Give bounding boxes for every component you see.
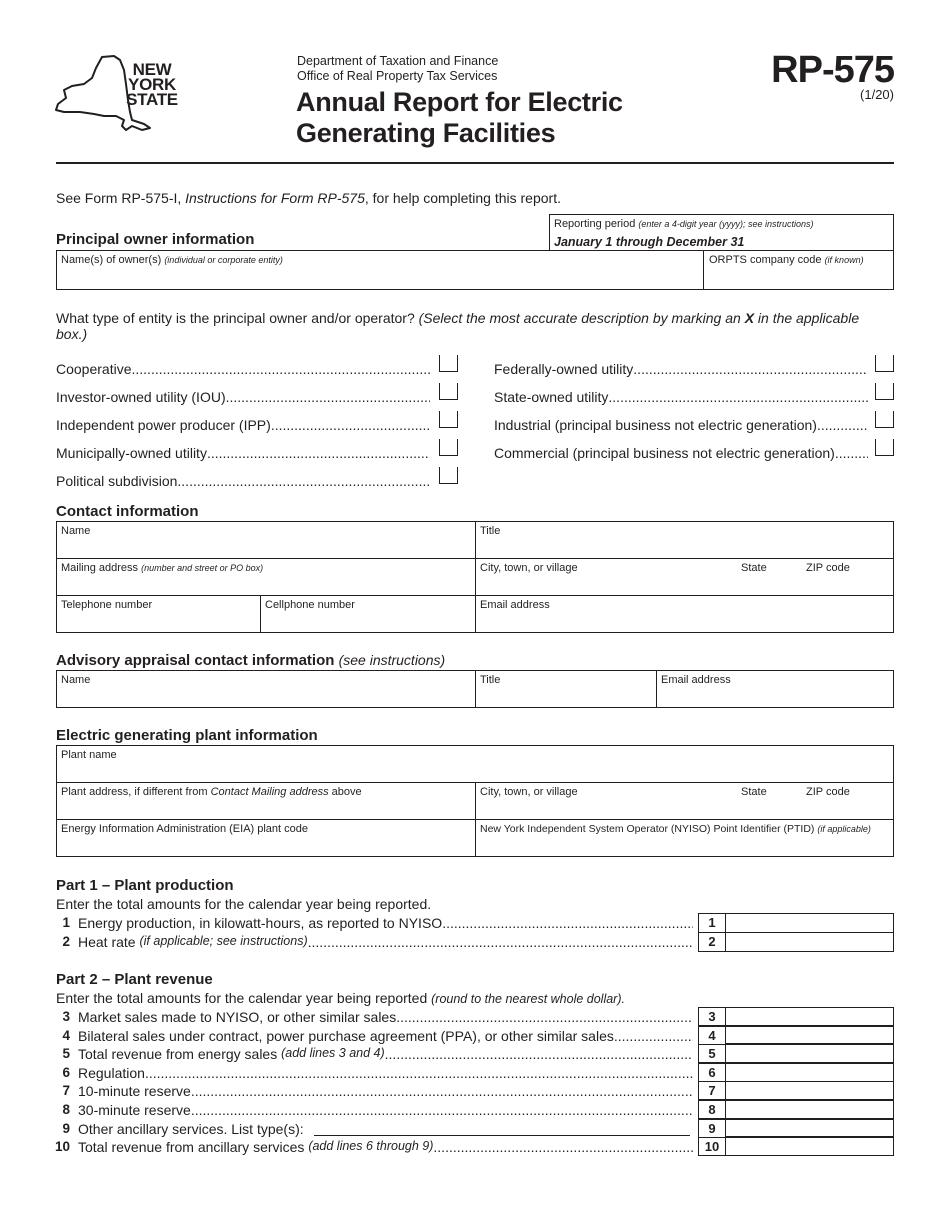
contact-email-field[interactable] xyxy=(476,596,893,632)
plant-city-label: City, town, or village xyxy=(480,786,578,798)
line-description: 10-minute reserve ..... xyxy=(78,1083,693,1099)
line-number-label: 8 xyxy=(62,1102,70,1117)
header-rule xyxy=(56,162,894,164)
state-checkbox[interactable] xyxy=(875,383,894,400)
office-name: Office of Real Property Tax Services xyxy=(297,69,498,83)
plant-name-field[interactable] xyxy=(57,746,893,783)
part2-heading: Part 2 – Plant revenue xyxy=(56,971,213,988)
plant-state-label: State xyxy=(741,786,767,798)
plant-eia-field[interactable] xyxy=(57,820,476,856)
part2-line-5 xyxy=(56,1044,894,1063)
entity-option-iou: Investor-owned utility (IOU) ..... xyxy=(56,383,458,411)
advisory-box xyxy=(56,670,894,708)
line-description: Other ancillary services. List type(s): xyxy=(78,1120,304,1137)
plant-nyiso-label: New York Independent System Operator (NYISO) Point Identifier (PTID) (if applicable) xyxy=(480,823,871,835)
plant-city-field[interactable] xyxy=(476,783,893,820)
contact-telephone-label: Telephone number xyxy=(61,599,153,611)
line-description: Heat rate (if applicable; see instructions) ..... xyxy=(78,934,693,950)
entity-option-cooperative: Cooperative ..... xyxy=(56,355,458,383)
contact-telephone-field[interactable] xyxy=(57,596,261,632)
owner-names-field[interactable] xyxy=(57,251,704,289)
line-4-amount-field[interactable] xyxy=(725,1026,894,1045)
reporting-period-box xyxy=(549,214,894,251)
line-number-box: 1 xyxy=(698,913,726,933)
line-description: Regulation ..... xyxy=(78,1065,693,1081)
advisory-email-field[interactable] xyxy=(657,671,893,707)
logo-line-york: YORK xyxy=(128,75,176,94)
part1-heading: Part 1 – Plant production xyxy=(56,877,234,894)
reporting-period-label: Reporting period (enter a 4-digit year (yyyy); see instructions) xyxy=(554,218,814,230)
plant-nyiso-field[interactable] xyxy=(476,820,893,856)
plant-address-field[interactable] xyxy=(57,783,476,820)
line-description: Total revenue from energy sales (add lines 3 and 4) ..... xyxy=(78,1046,693,1062)
intro-post: , for help completing this report. xyxy=(364,190,561,206)
line-number-box: 6 xyxy=(698,1063,726,1082)
advisory-email-label: Email address xyxy=(661,674,731,686)
part2-line-8 xyxy=(56,1100,894,1119)
line-number-label: 2 xyxy=(62,934,70,949)
contact-zip-label: ZIP code xyxy=(806,562,850,574)
contact-heading: Contact information xyxy=(56,503,199,520)
logo-text xyxy=(124,62,180,107)
political-checkbox[interactable] xyxy=(439,467,458,484)
contact-state-label: State xyxy=(741,562,767,574)
entity-option-municipal: Municipally-owned utility ..... xyxy=(56,439,458,467)
line-number-label: 10 xyxy=(54,1139,70,1155)
advisory-title-label: Title xyxy=(480,674,501,686)
line-number-box: 9 xyxy=(698,1119,726,1138)
contact-name-field[interactable] xyxy=(57,522,476,559)
part2-line-4 xyxy=(56,1026,894,1045)
part2-line-10 xyxy=(56,1137,894,1156)
line-number-box: 8 xyxy=(698,1100,726,1119)
entity-right-column xyxy=(494,355,894,467)
line-number-box: 4 xyxy=(698,1026,726,1045)
line-description: Market sales made to NYISO, or other similar sales ..... xyxy=(78,1009,693,1025)
entity-option-commercial: Commercial (principal business not electric generation) ..... xyxy=(494,439,894,467)
intro-text xyxy=(56,190,561,206)
part1-line-1 xyxy=(56,913,894,932)
line-number-box: 7 xyxy=(698,1081,726,1100)
entity-option-industrial: Industrial (principal business not electric generation) ..... xyxy=(494,411,894,439)
part2-line-7 xyxy=(56,1081,894,1100)
form-revision: (1/20) xyxy=(860,87,894,102)
line-description: Total revenue from ancillary services (add lines 6 through 9) ..... xyxy=(78,1139,693,1155)
line-6-amount-field[interactable] xyxy=(725,1063,894,1082)
orpts-code-label: ORPTS company code (if known) xyxy=(709,254,864,266)
line-number-label: 5 xyxy=(62,1046,70,1062)
contact-cellphone-label: Cellphone number xyxy=(265,599,355,611)
plant-eia-label: Energy Information Administration (EIA) plant code xyxy=(61,823,309,835)
part2-intro: Enter the total amounts for the calendar year being reported (round to the nearest whole dollar). xyxy=(56,990,625,1006)
contact-city-label: City, town, or village xyxy=(480,562,578,574)
industrial-checkbox[interactable] xyxy=(875,411,894,428)
line-number-label: 1 xyxy=(62,915,70,930)
line-description: Bilateral sales under contract, power purchase agreement (PPA), or other similar sales ..... xyxy=(78,1028,693,1044)
part1-line-2 xyxy=(56,932,894,951)
entity-option-state: State-owned utility ..... xyxy=(494,383,894,411)
contact-name-label: Name xyxy=(61,525,91,537)
line-10-amount-field[interactable] xyxy=(725,1137,894,1156)
orpts-code-field[interactable] xyxy=(705,251,893,289)
plant-address-label: Plant address, if different from Contact Mailing address above xyxy=(61,786,362,798)
entity-option-ipp: Independent power producer (IPP) ..... xyxy=(56,411,458,439)
principal-owner-heading: Principal owner information xyxy=(56,231,255,248)
line-5-amount-field[interactable] xyxy=(725,1044,894,1063)
line-2-amount-field[interactable] xyxy=(725,932,894,952)
logo-line-new: NEW xyxy=(132,60,172,79)
line-number-label: 6 xyxy=(62,1064,70,1080)
line-number-label: 9 xyxy=(62,1120,70,1136)
contact-mailing-label: Mailing address (number and street or PO box) xyxy=(61,562,264,574)
owner-info-box xyxy=(56,250,894,290)
intro-pre: See Form RP-575-I, xyxy=(56,190,186,206)
entity-left-column xyxy=(56,355,458,495)
line-number-label: 7 xyxy=(62,1083,70,1099)
form-number: RP-575 xyxy=(771,49,894,91)
contact-mailing-field[interactable] xyxy=(57,559,476,596)
line-number-box: 3 xyxy=(698,1007,726,1026)
contact-title-field[interactable] xyxy=(476,522,893,559)
line-number-box: 2 xyxy=(698,932,726,952)
iou-checkbox[interactable] xyxy=(439,383,458,400)
entity-question: What type of entity is the principal owner and/or operator? (Select the most accurate description by marking an X in the applicable box.) xyxy=(56,310,860,342)
line-number-box: 5 xyxy=(698,1044,726,1063)
form-title-line1: Annual Report for Electric xyxy=(296,87,623,117)
line-number-box: 10 xyxy=(698,1137,726,1156)
line-8-amount-field[interactable] xyxy=(725,1100,894,1119)
line-number-label: 4 xyxy=(62,1027,70,1043)
form-title xyxy=(296,87,623,149)
municipal-checkbox[interactable] xyxy=(439,439,458,456)
cooperative-checkbox[interactable] xyxy=(439,355,458,372)
form-title-line2: Generating Facilities xyxy=(296,118,556,148)
contact-city-field[interactable] xyxy=(476,559,893,596)
ipp-checkbox[interactable] xyxy=(439,411,458,428)
federal-checkbox[interactable] xyxy=(875,355,894,372)
plant-name-label: Plant name xyxy=(61,749,117,761)
contact-title-label: Title xyxy=(480,525,501,537)
line-description: 30-minute reserve ..... xyxy=(78,1102,693,1118)
contact-cellphone-field[interactable] xyxy=(261,596,476,632)
line-7-amount-field[interactable] xyxy=(725,1081,894,1100)
line-description: Energy production, in kilowatt-hours, as reported to NYISO ..... xyxy=(78,915,693,931)
advisory-name-label: Name xyxy=(61,674,91,686)
reporting-period-value: January 1 through December 31 xyxy=(554,235,745,249)
owner-names-label: Name(s) of owner(s) (individual or corporate entity) xyxy=(61,254,283,266)
part1-intro: Enter the total amounts for the calendar year being reported. xyxy=(56,896,432,912)
part2-line-6 xyxy=(56,1063,894,1082)
nys-logo xyxy=(54,54,184,134)
commercial-checkbox[interactable] xyxy=(875,439,894,456)
plant-heading: Electric generating plant information xyxy=(56,727,318,744)
line-3-amount-field[interactable] xyxy=(725,1007,894,1026)
advisory-heading: Advisory appraisal contact information (see instructions) xyxy=(56,652,446,669)
line-1-amount-field[interactable] xyxy=(725,913,894,933)
contact-box xyxy=(56,521,894,633)
entity-option-federal: Federally-owned utility ..... xyxy=(494,355,894,383)
line-number-label: 3 xyxy=(62,1009,70,1024)
ancillary-type-input[interactable] xyxy=(314,1122,690,1136)
part2-line-9 xyxy=(56,1119,894,1138)
part2-lines xyxy=(56,1007,894,1157)
intro-instructions-ref: Instructions for Form RP-575 xyxy=(185,190,365,206)
advisory-name-field[interactable] xyxy=(57,671,476,707)
line-9-amount-field[interactable] xyxy=(725,1119,894,1138)
contact-email-label: Email address xyxy=(480,599,550,611)
plant-box xyxy=(56,745,894,857)
logo-line-state: STATE xyxy=(126,90,178,109)
advisory-title-field[interactable] xyxy=(476,671,657,707)
plant-zip-label: ZIP code xyxy=(806,786,850,798)
entity-option-political: Political subdivision ..... xyxy=(56,467,458,495)
department-name: Department of Taxation and Finance xyxy=(297,54,499,68)
part2-line-3 xyxy=(56,1007,894,1026)
